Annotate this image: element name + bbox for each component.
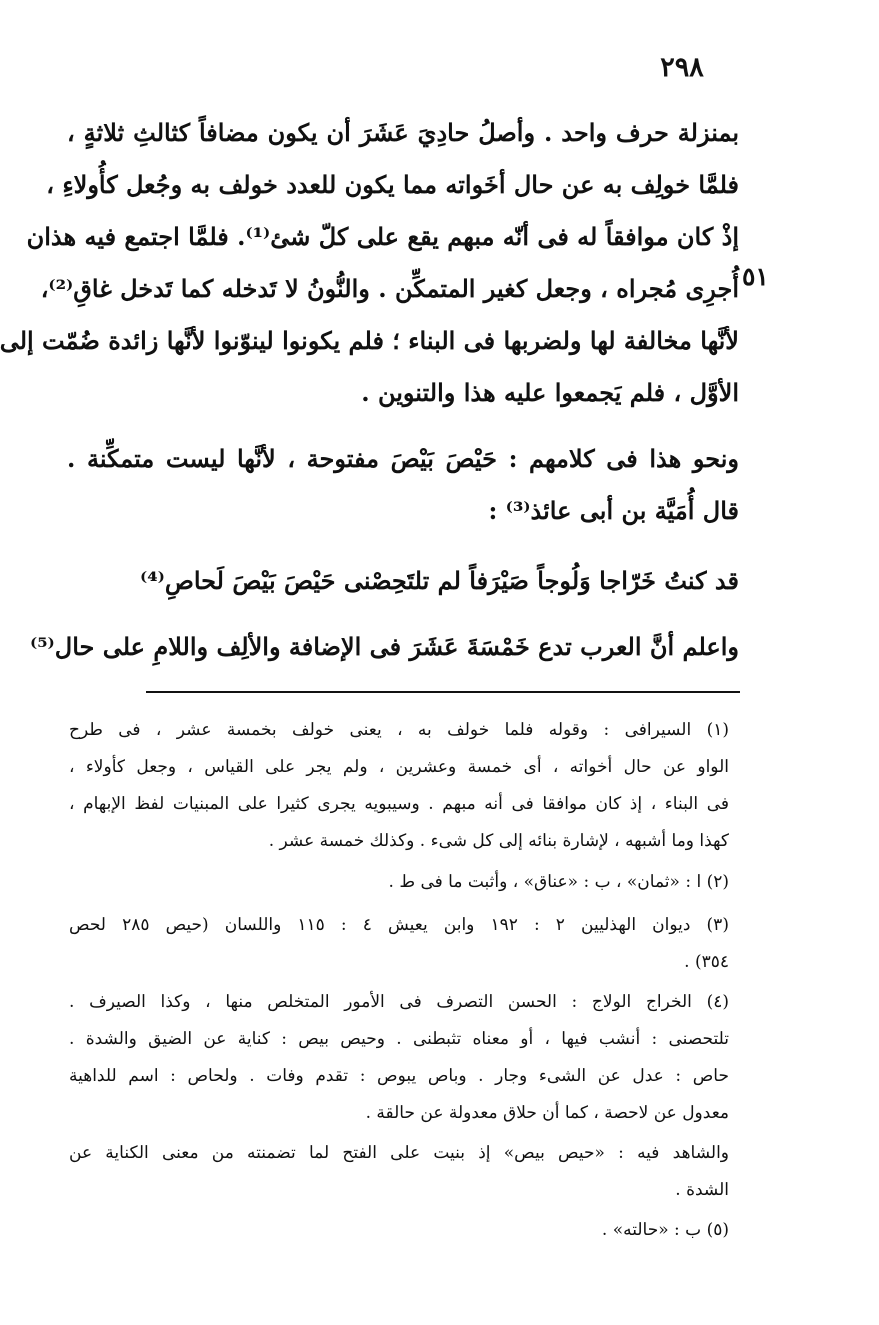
- footnote-line-13: الشدة .: [675, 1180, 729, 1200]
- verse-line: قد كنتُ خَرّاجا وَلُوجاً صَيْرَفاً لم تلتَحِصْنى حَيْصَ بَيْصَ لَحاصِ⁽⁴⁾: [140, 566, 739, 595]
- body-line-10: واعلم أنَّ العرب تدع خَمْسَةَ عَشَرَ فى الإضافة والألِف واللامِ على حال⁽⁵⁾: [29, 632, 739, 661]
- body-line-4: أُجرِى مُجراه ، وجعل كغير المتمكِّن . والنُّونُ لا تَدخله كما تَدخل غاقِ⁽²⁾،: [40, 274, 739, 303]
- footnote-line-6: (٣) ديوان الهذليين ٢ : ١٩٢ وابن يعيش ٤ : ١١٥ واللسان (حيص ٢٨٥ لحص: [69, 915, 729, 935]
- body-line-5: لأنَّها مخالفة لها ولضربها فى البناء ؛ فلم يكونوا لينوّنوا لأنَّها زائدة ضُمّت إلى: [0, 326, 739, 355]
- footnote-line-7: ٣٥٤) .: [684, 952, 729, 972]
- body-line-3: إذْ كان موافقاً له فى أنّه مبهم يقع على كلّ شئ⁽¹⁾. فلمَّا اجتمع فيه هذان: [26, 222, 739, 251]
- body-line-2: فلمَّا خولِف به عن حال أخَواته مما يكون للعدد خولف به وجُعل كأُولاءِ ،: [46, 170, 739, 199]
- footnote-line-5: (٢) ا : «ثمان» ، ب : «عناق» ، وأثبت ما فى ط .: [388, 872, 729, 892]
- body-line-8: قال أُمَيَّة بن أبى عائذ⁽³⁾ :: [488, 496, 739, 525]
- footnote-line-4: كهذا وما أشبهه ، لإشارة بنائه إلى كل شىء . وكذلك خمسة عشر .: [268, 831, 729, 851]
- body-line-6: الأوَّل ، فلم يَجمعوا عليه هذا والتنوين .: [361, 378, 739, 407]
- footnote-line-8: (٤) الخراج الولاج : الحسن التصرف فى الأمور المتخلص منها ، وكذا الصيرف .: [69, 992, 729, 1012]
- page-number: ٢٩٨: [660, 52, 704, 83]
- footnote-line-10: حاص : عدل عن الشىء وجار . وباص يبوص : تقدم وفات . ولحاص : اسم للداهية: [69, 1066, 729, 1086]
- footnote-line-9: تلتحصنى : أنشب فيها ، أو معناه تثبطنى . وحيص بيص : كناية عن الضيق والشدة .: [69, 1029, 729, 1049]
- body-line-7: ونحو هذا فى كلامهم : حَيْصَ بَيْصَ مفتوحة ، لأنَّها ليست متمكِّنة .: [67, 444, 739, 473]
- margin-reference-number: ٥١: [742, 262, 769, 291]
- body-line-1: بمنزلة حرف واحد . وأصلُ حادِيَ عَشَرَ أن يكون مضافاً كثالثِ ثلاثةٍ ،: [67, 118, 739, 147]
- footnote-line-1: (١) السيرافى : وقوله فلما خولف به ، يعنى خولف بخمسة عشر ، فى طرح: [69, 720, 729, 740]
- footnote-line-3: فى البناء ، إذ كان موافقا فى أنه مبهم . وسيبويه يجرى كثيرا على المبنيات لفظ الإبهام ،: [69, 794, 729, 814]
- footnote-line-12: والشاهد فيه : «حيص بيص» إذ بنيت على الفتح لما تضمنته من معنى الكناية عن: [69, 1143, 729, 1163]
- footnote-line-14: (٥) ب : «حالته» .: [601, 1220, 729, 1240]
- footnote-separator-rule: [146, 691, 740, 693]
- footnote-line-11: معدول عن لاحصة ، كما أن حلاق معدولة عن حالقة .: [365, 1103, 729, 1123]
- footnote-line-2: الواو عن حال أخواته ، أى خمسة وعشرين ، ولم يجر على القياس ، وجعل كأولاء ،: [69, 757, 729, 777]
